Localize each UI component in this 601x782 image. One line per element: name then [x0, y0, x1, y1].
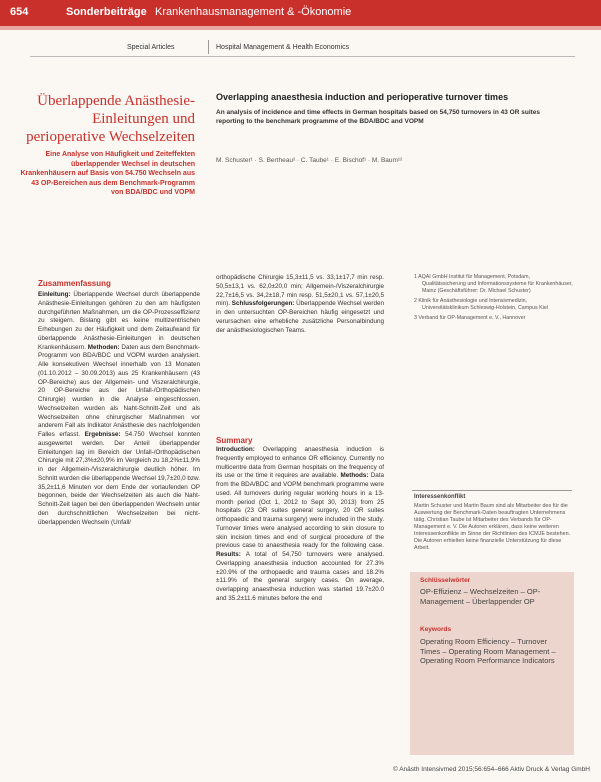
conflict-text: Martin Schuster und Martin Baum sind als Mitarbeiter des für die Auswertung der Benchmark-Daten beauftragten Unternehmens tätig. Christian Taube ist Mitarbeiter des Verbands für OP-Management e. V. Die Autoren erklären, dass keine weiteren Interessenkonflikte im Sinne der Richtlinien des ICMJE bestehen. Die Autoren erhielten keine finanzielle Unterstützung für diese Arbeit.	[414, 503, 571, 551]
subheader-divider	[208, 40, 209, 54]
page-number: 654	[10, 6, 29, 18]
english-subtitle: An analysis of incidence and time effects in German hospitals based on 54,750 turnovers in 43 OR suites reporting to the benchmark programme of the BDA/BDC and VOPM	[216, 109, 541, 125]
german-subtitle: Eine Analyse von Häufigkeit und Zeiteffekten überlappender Wechsel in deutschen Krankenhäusern auf Basis von 54.750 Wechseln aus 43 OP-Bereichen aus dem Benchmark-Programm von BDA/BDC und VOPM	[20, 151, 195, 196]
affiliation-item: 1 AQAI GmbH Institut für Management, Potsdam, Qualitätssicherung und Informationssysteme für Krankenhäuser, Mainz (Geschäftsführer: Dr. Michael Schuster)	[414, 274, 573, 294]
english-title: Overlapping anaesthesia induction and perioperative turnover times	[216, 92, 509, 102]
keywords-en-heading: Keywords	[420, 626, 452, 633]
para-label: Introduction:	[216, 446, 255, 453]
conflict-rule	[412, 490, 572, 491]
para-text: 54.750 Wechsel konnten ausgewertet werden. Der Anteil überlappender Einleitungen lag im Bereich der Unfall-/Orthopädischen Chirurgie mit 27,3%±20,9% im Vergleich zu 18,2%±11,9% in der Allgemein-/Viszeralchirurgie deutlich höher. Im Schnitt wurden die überlappende Wechsel 19,7±20,0 bzw. 35,2±11,6 Minuten vor dem Ende der vorlaufenden OP begonnen, beide der Wechselzeiten als auch die Naht-Schnitt-Zeit lagen bei den überlappenden Wechseln unter den durchschnittlichen Wechselzeiten bei nicht-überlappenden Wechseln (Unfall/	[38, 431, 201, 526]
para-text: Daten aus dem Benchmark-Programm von BDA/BDC und VOPM wurden analysiert. Alle konsekutiven Wechsel innerhalb von 13 Monaten (01.10.2012 – 30.09.2013) aus 25 Krankenhäusern (43 OP-Bereiche) aus der Allgemein- und Viszeralchirurgie, 20 OP-Bereiche aus der Unfall-/Orthopädischen Chirurgie) wurden in die Analyse eingeschlossen. Wechselzeiten wurden als Naht-Schnitt-Zeit und als Wechselzeiten ohne chirurgischer Maßnahmen vor anderem Fall als Indikator Anästhesie des nachfolgenden Falles erfasst.	[38, 343, 200, 438]
para-text: Überlappende Wechsel werden in den untersuchten OP-Bereichen häufig eingesetzt und verursachen eine erhebliche zusätzliche Personalbindung der anästhesiologischen Teams.	[216, 300, 384, 334]
subheader-left: Special Articles	[127, 44, 175, 51]
subheader-rule	[30, 56, 575, 57]
keywords-de-heading: Schlüsselwörter	[420, 577, 471, 584]
keywords-de-text: OP-Effizienz – Wechselzeiten – OP-Management – Überlappender OP	[420, 587, 541, 606]
para-text: Overlapping anaesthesia induction is frequently employed to enhance OR efficiency. Currently no multicentre data from German hospitals on the frequency of its use or the time it requires are available.	[216, 446, 384, 480]
para-label: Methods:	[340, 472, 369, 480]
para-label: Ergebnisse:	[84, 431, 121, 438]
page-header	[0, 0, 601, 26]
author-list: M. Schuster¹ · S. Bertheau² · C. Taube¹ · E. Bischof¹ · M. Baum¹²	[216, 157, 403, 164]
para-label: Methoden:	[87, 343, 120, 351]
subheader-right: Hospital Management & Health Economics	[216, 44, 350, 51]
german-title: Überlappende Anästhesie-Einleitungen und perioperative Wechselzeiten	[26, 93, 195, 145]
para-label: Results:	[216, 551, 241, 558]
conflict-heading: Interessenkonflikt	[414, 494, 466, 500]
summary-body	[216, 446, 384, 604]
para-text: orthopädische Chirurgie 15,3±11,5 vs. 33,1±17,7 min resp. 50,5±13,1 vs. 62,0±20,0 min; Allgemein-/Viszeralchirurgie 22,7±16,5 vs. 34,2±18,7 min resp. 51,5±20,1 vs. 57,1±20,5 min).	[216, 274, 384, 308]
zusammenfassung-heading: Zusammenfassung	[38, 279, 111, 288]
column2-body	[216, 274, 384, 335]
para-text: Überlappende Wechsel durch überlappende Anästhesie-Einleitungen gehören zu den am häufigsten durchgeführten Maßnahmen, um die OP-Prozesseffizienz zu steigern. Bislang gibt es keine multizentrischen Erhebungen zu der Häufigkeit und dem Zeitaufwand für überlappende Anästhesie-Einleitungen in deutschen Krankenhäusern.	[38, 291, 200, 351]
zusammenfassung-body	[38, 291, 200, 527]
section-title: Sonderbeiträge	[66, 6, 147, 18]
para-text: Data from the BDA/BDC and VOPM benchmark programme were used. All turnovers during regular working hours in a 13-month period (Oct 1, 2012 to Sept 30, 2013) from 25 hospitals (23 OR suites general surgery, 20 OR suites orthopaedic and trauma surgery) were included in the study. Turnover times were analysed according to skin closure to skin incision times and end of surgical procedure of the previous case to anaesthesia ready for the following case.	[216, 472, 384, 550]
affiliations	[414, 274, 574, 325]
subsection-title: Krankenhausmanagement & -Ökonomie	[155, 6, 352, 18]
affiliation-item: 3 Verband für OP-Management e. V., Hannover	[414, 315, 526, 321]
para-text: A total of 54,750 turnovers were analysed. Overlapping anaesthesia induction accounted for 27.3%±20.9% of the orthopaedic and trauma cases and 18.2%±11.9% of the general surgery cases. On average, overlapping anaesthesia induction was started 19.7±20.0 and 35.2±11.6 minutes before the end	[216, 551, 384, 602]
para-label: Schlussfolgerungen:	[231, 300, 295, 308]
summary-heading: Summary	[216, 436, 253, 445]
header-accent-strip	[0, 26, 601, 30]
keywords-en-text: Operating Room Efficiency – Turnover Times – Operating Room Management – Operating Room Performance Indicators	[420, 637, 556, 665]
para-label: Einleitung:	[38, 291, 71, 298]
page-footer: © Anästh Intensivmed 2015;56:654–666 Aktiv Druck & Verlag GmbH	[392, 766, 590, 773]
affiliation-item: 2 Klinik für Anästhesiologie und Intensivmedizin, Universitätsklinikum Schleswig-Holstein, Campus Kiel	[414, 298, 548, 311]
